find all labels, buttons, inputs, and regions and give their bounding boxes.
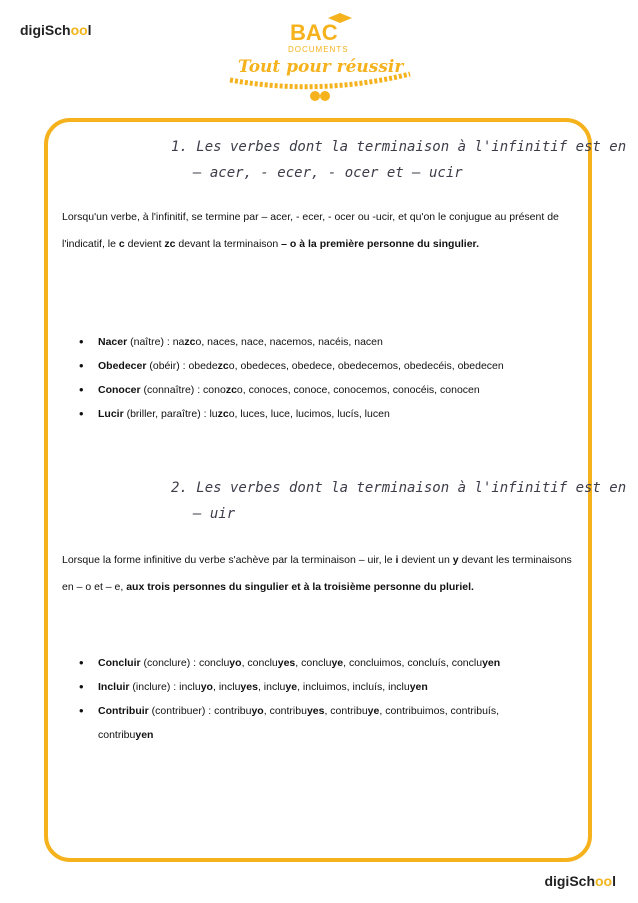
logo-text: digiSch: [20, 22, 71, 38]
list-item: • Nacer (naître) : nazco, naces, nace, nacemos, nacéis, nacen: [62, 330, 504, 354]
logo-oo-icon: oo: [595, 873, 613, 889]
section1-title-line2: – acer, - ecer, - ocer et – ucir: [193, 165, 463, 181]
badge-tagline: Tout pour réussir: [238, 57, 404, 77]
section2-title-line2: – uir: [193, 506, 236, 522]
list-item: • Obedecer (obéir) : obedezco, obedeces, obedece, obedecemos, obedecéis, obedecen: [62, 354, 504, 378]
logo-text-end: l: [612, 873, 616, 889]
list-item: • Incluir (inclure) : incluyo, incluyes, incluye, incluimos, incluís, incluyen: [62, 675, 500, 699]
section1-title-line1: 1. Les verbes dont la terminaison à l'infinitif est en: [171, 139, 627, 155]
badge-documents: DOCUMENTS: [288, 45, 349, 54]
logo-text-end: l: [87, 22, 92, 38]
badge-bac: BAC: [290, 20, 338, 45]
digischool-logo-top: [20, 22, 92, 38]
logo-text: digiSch: [544, 873, 595, 889]
section1-verb-list: [62, 330, 504, 426]
bac-documents-badge: [220, 8, 420, 108]
badge-dot-icon: [310, 91, 320, 101]
section1-paragraph: Lorsqu'un verbe, à l'infinitif, se termine par – acer, - ecer, - ocer ou -ucir, et qu'on le conjugue au présent de l'indicatif, le c devient zc devant la terminaison – o à la première personne du singulier.: [62, 211, 559, 250]
list-item: • Conocer (connaître) : conozco, conoces, conoce, conocemos, conocéis, conocen: [62, 378, 504, 402]
section2-paragraph: Lorsque la forme infinitive du verbe s'achève par la terminaison – uir, le i devient un y devant les terminaisons en – o et – e, aux trois personnes du singulier et à la troisième personne du pluriel.: [62, 554, 572, 593]
section1-heading: [171, 134, 626, 186]
list-item: • Contribuir (contribuer) : contribuyo, contribuyes, contribuye, contribuimos, contribuís, contribuyen: [62, 699, 500, 747]
list-item: • Lucir (briller, paraître) : luzco, luces, luce, lucimos, lucís, lucen: [62, 402, 504, 426]
logo-oo-icon: oo: [70, 22, 88, 38]
list-item: • Concluir (conclure) : concluyo, concluyes, concluye, concluimos, concluís, concluyen: [62, 651, 500, 675]
digischool-logo-bottom: [544, 873, 616, 889]
section2-title-line1: 2. Les verbes dont la terminaison à l'infinitif est en: [171, 480, 627, 496]
section2-verb-list: [62, 651, 500, 747]
section2-heading: [171, 475, 626, 527]
badge-dot-icon: [320, 91, 330, 101]
